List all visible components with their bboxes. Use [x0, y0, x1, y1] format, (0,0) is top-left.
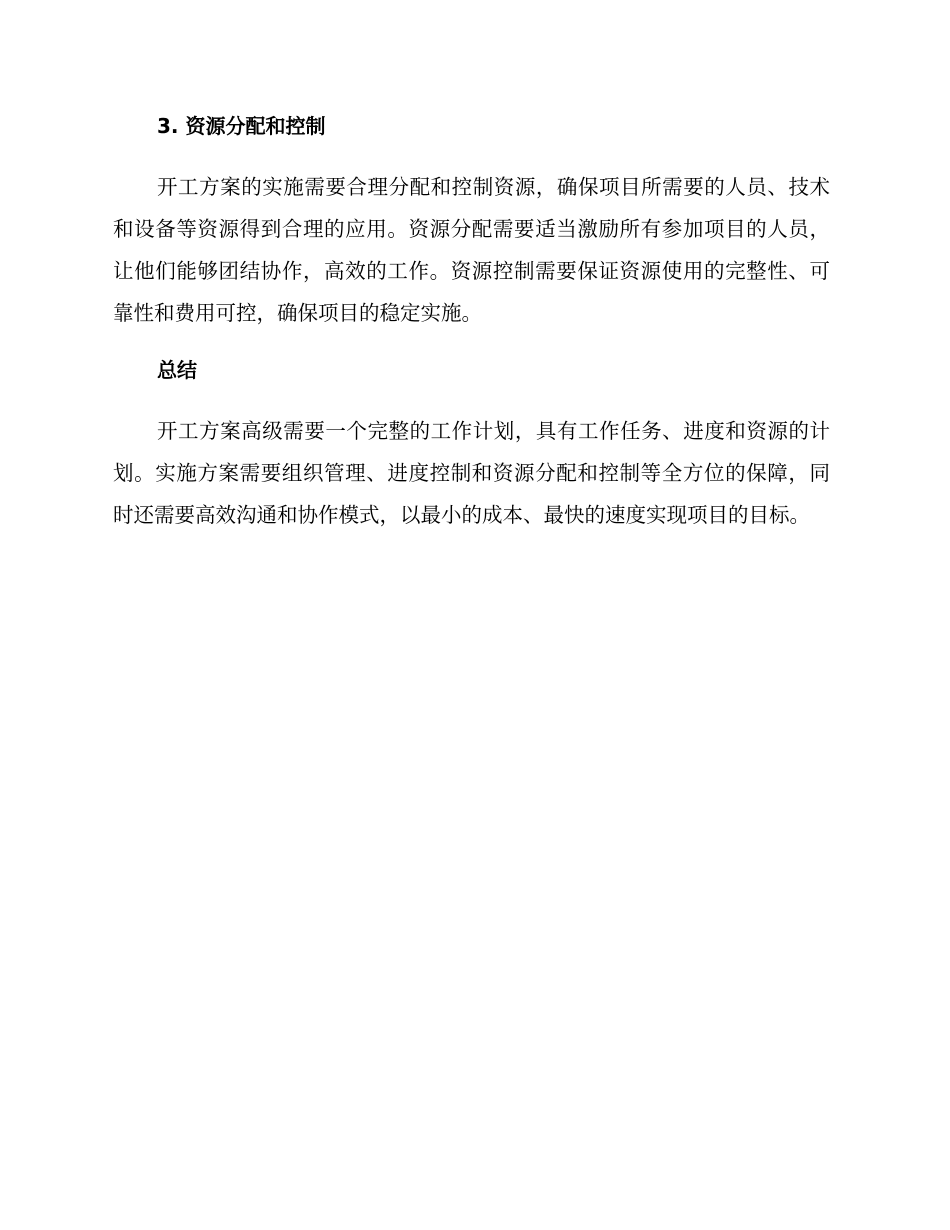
- section-heading-resource-allocation: 3. 资源分配和控制: [157, 114, 326, 138]
- section-heading-summary: 总结: [157, 358, 197, 382]
- section-paragraph-summary: 开工方案高级需要一个完整的工作计划，具有工作任务、进度和资源的计划。实施方案需要组织管理、进度控制和资源分配和控制等全方位的保障，同时还需要高效沟通和协作模式，以最小的成本、最快的速度实现项目的目标。: [113, 419, 830, 527]
- section-paragraph-resource-allocation: 开工方案的实施需要合理分配和控制资源，确保项目所需要的人员、技术和设备等资源得到合理的应用。资源分配需要适当激励所有参加项目的人员，让他们能够团结协作，高效的工作。资源控制需要保证资源使用的完整性、可靠性和费用可控，确保项目的稳定实施。: [113, 175, 830, 325]
- document-body: [113, 110, 830, 536]
